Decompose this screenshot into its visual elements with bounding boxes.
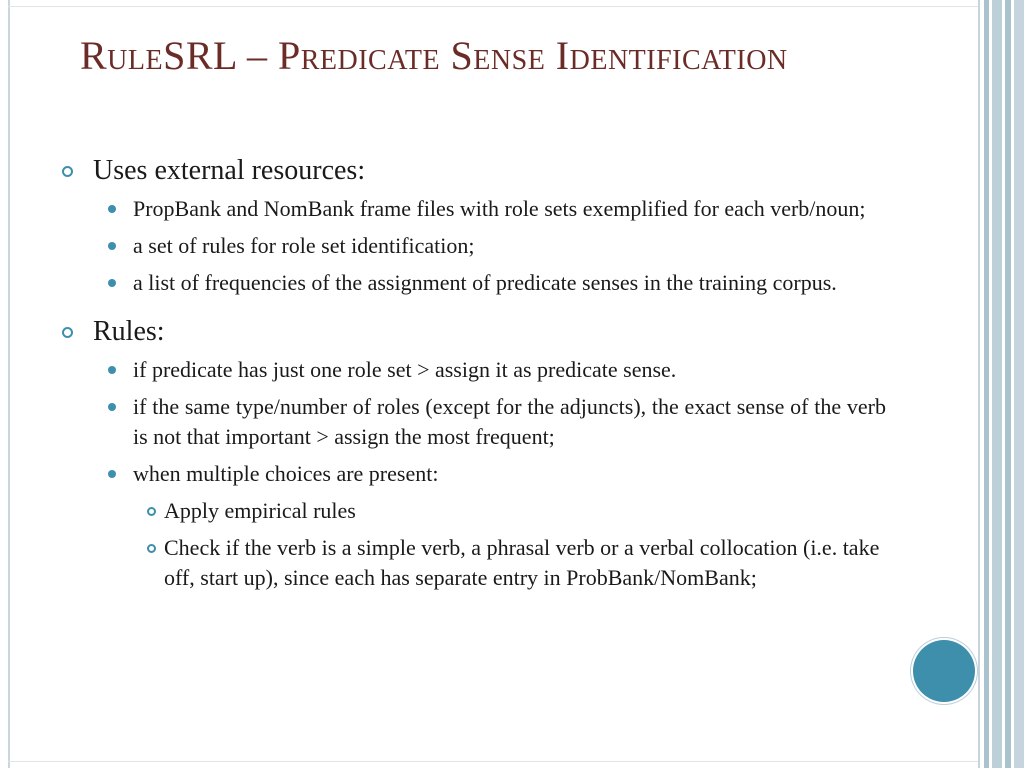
- frame-top-line: [8, 6, 978, 7]
- bullet-level2: [60, 355, 886, 385]
- slide-title: RuleSRL – Predicate Sense Identification: [80, 33, 788, 78]
- ring-bullet-icon: [147, 544, 156, 553]
- dot-bullet-icon: [108, 242, 116, 250]
- bullet-level2: [60, 392, 886, 452]
- decor-stripe: [1005, 0, 1011, 768]
- dot-bullet-icon: [108, 279, 116, 287]
- ring-bullet-icon: [62, 166, 73, 177]
- frame-bottom-line: [8, 761, 978, 762]
- list-item: a set of rules for role set identification;: [133, 233, 475, 258]
- bullet-level1: [60, 154, 886, 188]
- bullet-level2: [60, 268, 886, 298]
- bullet-level3: [60, 533, 886, 593]
- list-item: PropBank and NomBank frame files with role sets exemplified for each verb/noun;: [133, 196, 866, 221]
- slide-content: [60, 154, 886, 600]
- decor-stripe: [992, 0, 1002, 768]
- section-heading: Uses external resources:: [93, 155, 366, 186]
- dot-bullet-icon: [108, 470, 116, 478]
- decor-stripe: [984, 0, 989, 768]
- bullet-level2: [60, 194, 886, 224]
- dot-bullet-icon: [108, 205, 116, 213]
- bullet-level1: [60, 315, 886, 349]
- ring-bullet-icon: [62, 327, 73, 338]
- decor-circle: [913, 640, 975, 702]
- decor-stripe: [1014, 0, 1024, 768]
- dot-bullet-icon: [108, 403, 116, 411]
- list-subitem: Apply empirical rules: [164, 498, 356, 523]
- bullet-level2: [60, 459, 886, 489]
- ring-bullet-icon: [147, 507, 156, 516]
- section-heading: Rules:: [93, 316, 165, 347]
- bullet-level3: [60, 496, 886, 526]
- frame-left-line: [8, 0, 10, 768]
- bullet-level2: [60, 231, 886, 261]
- dot-bullet-icon: [108, 366, 116, 374]
- decor-stripe: [978, 0, 980, 768]
- list-item: when multiple choices are present:: [133, 461, 439, 486]
- list-item: a list of frequencies of the assignment of predicate senses in the training corpus.: [133, 270, 837, 295]
- list-subitem: Check if the verb is a simple verb, a phrasal verb or a verbal collocation (i.e. take off, start up), since each has separate entry in ProbBank/NomBank;: [164, 535, 880, 590]
- list-item: if the same type/number of roles (except for the adjuncts), the exact sense of the verb is not that important > assign the most frequent;: [133, 394, 886, 449]
- list-item: if predicate has just one role set > assign it as predicate sense.: [133, 357, 677, 382]
